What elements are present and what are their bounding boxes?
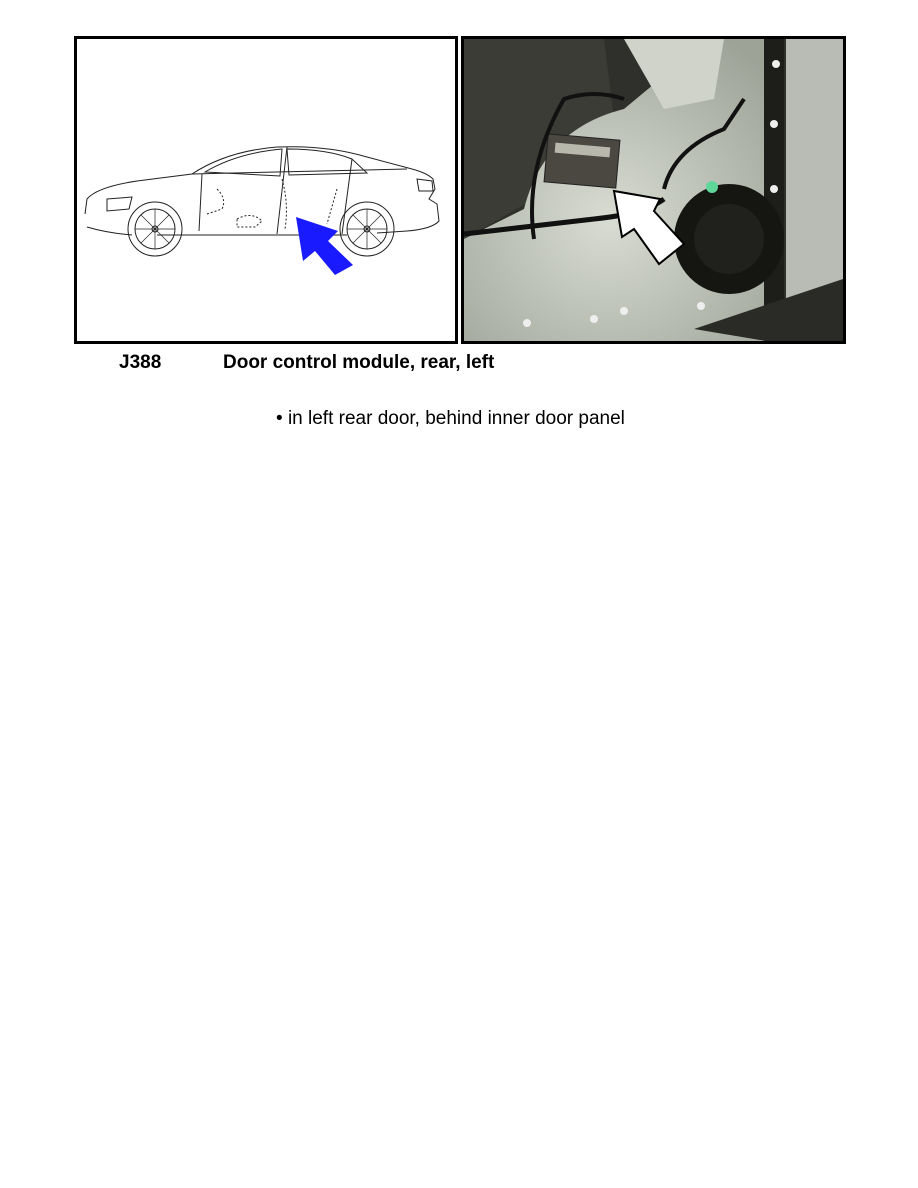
component-name: Door control module, rear, left (223, 352, 495, 373)
component-code: J388 (119, 352, 162, 373)
car-line-drawing (77, 39, 455, 341)
location-bullet (276, 408, 625, 430)
car-diagram-figure (74, 36, 458, 344)
blue-arrow-icon (296, 217, 353, 275)
bullet-icon: • (276, 408, 283, 429)
door-interior-photo (464, 39, 843, 341)
location-text: in left rear door, behind inner door panel (287, 408, 625, 429)
door-photo-figure (461, 36, 846, 344)
